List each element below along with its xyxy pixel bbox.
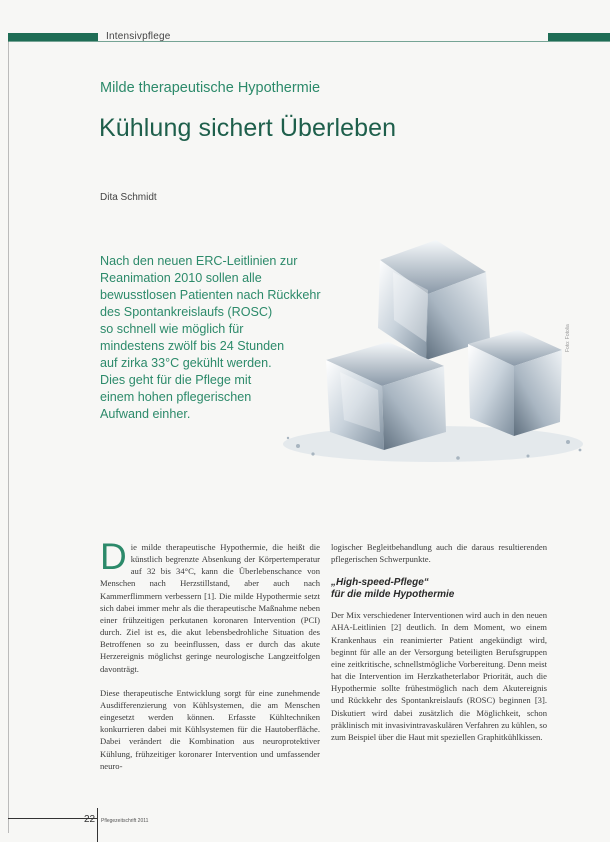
body-column-right [331, 541, 547, 743]
drop-cap: D [100, 536, 127, 577]
journal-name: Pflegezeitschrift 2011 [101, 818, 149, 824]
article-author: Dita Schmidt [100, 192, 157, 203]
section-label: Intensivpflege [106, 31, 171, 42]
article-kicker: Milde therapeutische Hypothermie [100, 80, 321, 96]
footer-tick [97, 808, 98, 842]
lead-line: Reanimation 2010 sollen alle [100, 271, 262, 285]
body-paragraph: logischer Begleitbehandlung auch die daraus resultierenden pflegerischen Schwerpunkte. [331, 542, 547, 565]
subheading-line: „High-speed-Pflege“ [331, 577, 429, 589]
header-accent-bar-right [548, 33, 610, 41]
lead-line: mindestens zwölf bis 24 Stunden [100, 339, 285, 353]
lead-line: bewusstlosen Patienten nach Rückkehr [100, 288, 321, 302]
lead-line: auf zirka 33°C gekühlt werden. [100, 356, 272, 370]
ice-cubes-image [268, 232, 598, 472]
subheading [331, 577, 547, 601]
article-title: Kühlung sichert Überleben [99, 114, 397, 142]
body-paragraph: Diese therapeutische Entwicklung sorgt für eine zunehmende Ausdifferenzierung von Kühlsystemen, die am Menschen eingesetzt werden können. Erfasste Kühltechniken konkurrieren dabei mit Kühlsystemen für die Hautoberfläche. Dabei verändert die Kombination aus neuroprotektiver Kühlung, frühzeitiger koronarer Intervention und umfassender neuro- [100, 687, 320, 771]
header-rule [8, 41, 610, 42]
body-column-left [100, 536, 320, 772]
lead-line: einem hohen pflegerischen [100, 390, 252, 404]
lead-line: so schnell wie möglich für [100, 322, 244, 336]
body-paragraph: Der Mix verschiedener Interventionen wird auch in den neuen AHA-Leitlinien [2] deutlich. In dem Moment, wo einem Krankenhaus ein reanimierter Patient angekündigt wird, beginnt für alle an der Versorgung beteiligten Berufsgruppen eine zeitkritische, schnellstmögliche Vorbereitung. Denn meist hat die Intervention im Herzkatheterlabor Priorität, auch die Hypothermie sollte frühestmöglich nach dem Akutereignis und Rückkehr des Spontankreislaufs (ROSC) beginnen [3]. Diskutiert wird dabei zusätzlich die Möglichkeit, schon präklinisch mit invasivintravaskulären Verfahren zu kühlen, so zum Beispiel über die Haut mit speziellen Graphitkühlkissen. [331, 610, 547, 742]
page-number: 22 [84, 814, 96, 825]
lead-line: Aufwand einher. [100, 407, 191, 421]
page-edge-line [8, 33, 9, 833]
ice-cube-top [378, 240, 490, 360]
lead-line: des Spontankreislaufs (ROSC) [100, 305, 273, 319]
body-paragraph: ie milde therapeutische Hypothermie, die heißt die künstlich begrenzte Absenkung der Körpertemperatur auf 32 bis 34°C, kann die Überlebenschance von Menschen nach Herzstillstand, aber auch nach Kammerflimmern verbessern [1]. Die milde Hypothermie setzt sich dabei immer mehr als die therapeutische Maßnahme neben einer frühzeitigen perkutanen koronaren Intervention (PCI) durch. Ziel ist es, die akut lebensbedrohliche Situation des Betroffenen so zu beeinflussen, dass er durch das akute Herzereignis möglichst geringe neurologische Langzeitfolgen davonträgt. [100, 542, 320, 674]
lead-line: Dies geht für die Pflege mit [100, 373, 252, 387]
ice-cube-right [468, 330, 562, 436]
image-credit: Foto: Fotolia [565, 324, 571, 352]
lead-line: Nach den neuen ERC-Leitlinien zur [100, 254, 298, 268]
header-accent-bar-left [8, 33, 98, 41]
subheading-line: für die milde Hypothermie [331, 589, 455, 601]
